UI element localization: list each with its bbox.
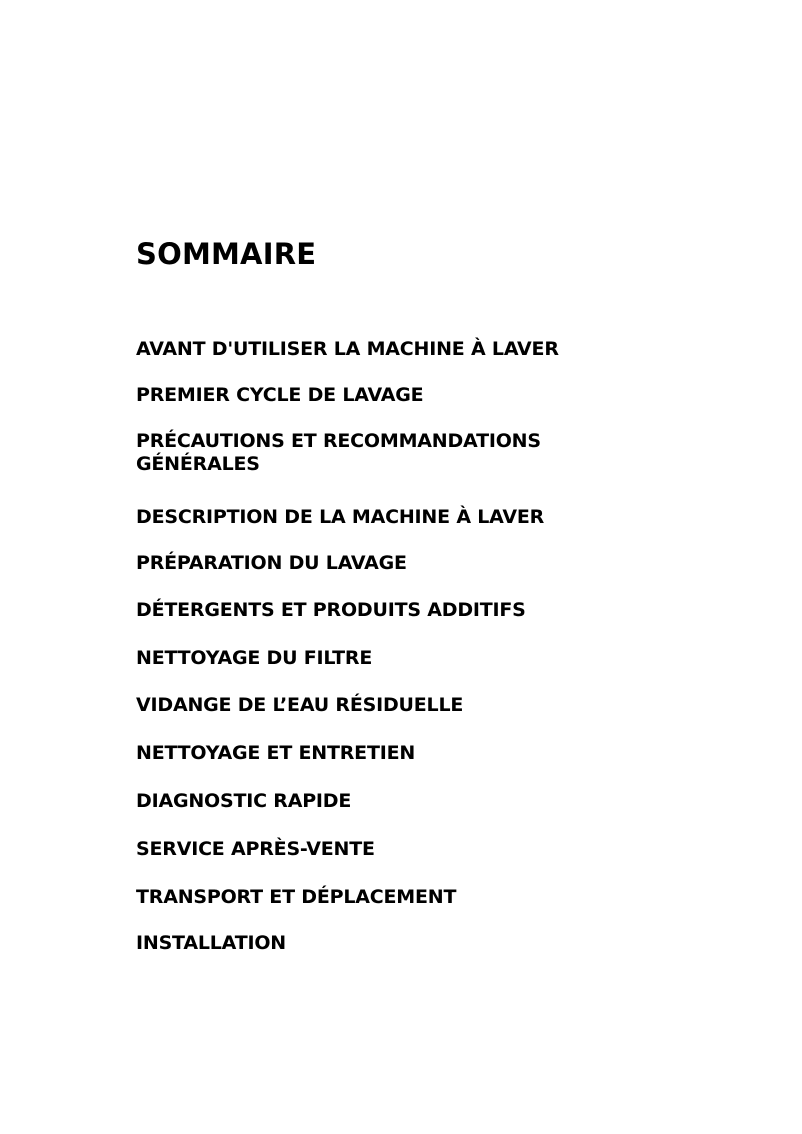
toc-item-transport[interactable] [136, 886, 456, 909]
toc-item-avant-utiliser[interactable] [136, 338, 559, 361]
toc-item-installation[interactable] [136, 932, 286, 955]
toc-item-label: DÉTERGENTS ET PRODUITS ADDITIFS [136, 599, 526, 621]
toc-item-vidange[interactable] [136, 694, 463, 717]
page-title: SOMMAIRE [136, 237, 317, 271]
toc-item-label: NETTOYAGE DU FILTRE [136, 647, 373, 669]
toc-item-label: VIDANGE DE L’EAU RÉSIDUELLE [136, 694, 464, 716]
toc-item-service-apres-vente[interactable] [136, 838, 375, 861]
toc-item-detergents[interactable] [136, 599, 526, 622]
toc-item-nettoyage-filtre[interactable] [136, 647, 372, 670]
toc-item-label: DESCRIPTION DE LA MACHINE À LAVER [136, 506, 545, 528]
toc-item-description[interactable] [136, 506, 544, 529]
toc-item-label: DIAGNOSTIC RAPIDE [136, 790, 352, 812]
toc-item-label: INSTALLATION [136, 932, 286, 954]
toc-item-label: PREMIER CYCLE DE LAVAGE [136, 384, 424, 406]
toc-item-label: TRANSPORT ET DÉPLACEMENT [136, 886, 457, 908]
toc-item-diagnostic[interactable] [136, 790, 351, 813]
toc-item-precautions[interactable] [136, 430, 541, 476]
toc-item-label: AVANT D'UTILISER LA MACHINE À LAVER [136, 338, 559, 360]
toc-item-label: SERVICE APRÈS-VENTE [136, 838, 375, 860]
toc-item-nettoyage-entretien[interactable] [136, 742, 415, 765]
toc-item-premier-cycle[interactable] [136, 384, 423, 407]
toc-item-label: PRÉPARATION DU LAVAGE [136, 552, 407, 574]
toc-item-preparation[interactable] [136, 552, 407, 575]
toc-item-label: NETTOYAGE ET ENTRETIEN [136, 742, 416, 764]
toc-item-label-continued: GÉNÉRALES [136, 453, 260, 475]
toc-item-label: PRÉCAUTIONS ET RECOMMANDATIONS [136, 430, 541, 452]
